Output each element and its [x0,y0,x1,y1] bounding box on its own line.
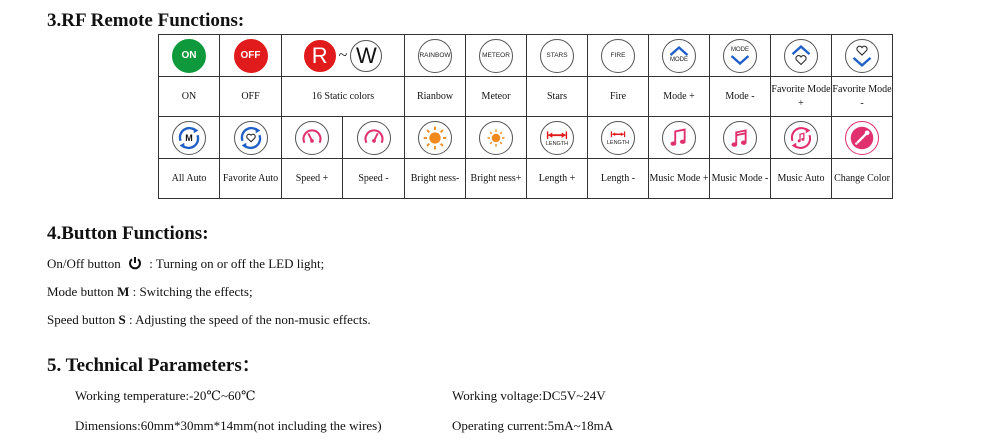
cell-length-minus [588,117,649,159]
m-cycle-icon: M [172,121,206,155]
label-brightness-plus: Bright ness+ [466,159,527,199]
cell-brightness-minus [405,117,466,159]
off-icon: OFF [234,39,268,73]
cell-music-auto [771,117,832,159]
mode-up-icon: MODE [662,39,696,73]
label-length-minus: Length - [588,159,649,199]
heart-cycle-icon [234,121,268,155]
dimensions: Dimensions:60mm*30mm*14mm(not including the wires) [75,418,382,433]
cell-all-auto [159,117,220,159]
working-voltage: Working voltage:DC5V~24V [452,388,606,403]
sun-small-icon [479,121,513,155]
cell-speed-plus [282,117,343,159]
speed-plus-icon [295,121,329,155]
color-picker-icon [845,121,879,155]
label-mode-plus: Mode + [649,77,710,117]
label-favorite-mode-plus: Favorite Mode + [771,77,832,117]
music-up-icon [662,121,696,155]
sun-large-icon [418,121,452,155]
label-music-auto: Music Auto [771,159,832,199]
cell-meteor [466,35,527,77]
speed-button-key: S [118,312,126,327]
label-music-mode-minus: Music Mode - [710,159,771,199]
cell-rainbow [405,35,466,77]
rf-remote-table [158,34,893,199]
onoff-button-description: : Turning on or off the LED light; [149,256,325,271]
mode-down-icon: MODE [723,39,757,73]
onoff-button-label: On/Off button [47,256,121,271]
r-icon: R [304,40,336,72]
cell-favorite-auto [220,117,282,159]
cell-favorite-mode-minus [832,35,893,77]
w-icon: W [350,40,382,72]
rf-icon-row-2 [159,117,893,159]
cell-music-mode-minus [710,117,771,159]
mode-button-line [47,284,253,300]
label-favorite-mode-minus: Favorite Mode - [832,77,893,117]
label-music-mode-plus: Music Mode + [649,159,710,199]
label-length-plus: Length + [527,159,588,199]
operating-current: Operating current:5mA~18mA [452,418,614,433]
speed-button-description: : Adjusting the speed of the non-music effects. [128,312,371,327]
cell-mode-plus [649,35,710,77]
heart-up-icon [784,39,818,73]
heart-down-icon [845,39,879,73]
length-plus-icon: LENGTH [540,121,574,155]
speed-minus-icon [357,121,391,155]
label-on: ON [159,77,220,117]
cell-speed-minus [343,117,405,159]
rainbow-icon: RAINBOW [418,39,452,73]
rf-section-title: 3.RF Remote Functions: [47,10,245,31]
label-rainbow: Rianbow [405,77,466,117]
label-speed-plus: Speed + [282,159,343,199]
cell-off [220,35,282,77]
tech-section-title: 5. Technical Parameters： [47,355,261,376]
rf-label-row-1 [159,77,893,117]
cell-mode-minus [710,35,771,77]
cell-on [159,35,220,77]
speed-button-line [47,312,371,328]
cell-length-plus [527,117,588,159]
music-down-icon [723,121,757,155]
label-change-color: Change Color [832,159,893,199]
label-brightness-minus: Bright ness- [405,159,466,199]
length-minus-icon: LENGTH [601,121,635,155]
cell-change-color [832,117,893,159]
cell-fire [588,35,649,77]
cell-brightness-plus [466,117,527,159]
mode-button-key: M [117,284,130,299]
onoff-button-line [47,256,324,272]
music-cycle-icon [784,121,818,155]
working-temperature: Working temperature:-20℃~60℃ [75,388,256,403]
button-section-title: 4.Button Functions: [47,223,209,244]
cell-favorite-mode-plus [771,35,832,77]
fire-icon: FIRE [601,39,635,73]
label-static-colors: 16 Static colors [282,77,405,117]
meteor-icon: METEOR [479,39,513,73]
cell-static-colors [282,35,405,77]
label-fire: Fire [588,77,649,117]
label-mode-minus: Mode - [710,77,771,117]
label-favorite-auto: Favorite Auto [220,159,282,199]
stars-icon: STARS [540,39,574,73]
tilde-text: ~ [338,46,348,64]
cell-stars [527,35,588,77]
label-stars: Stars [527,77,588,117]
label-off: OFF [220,77,282,117]
rf-label-row-2 [159,159,893,199]
label-meteor: Meteor [466,77,527,117]
label-all-auto: All Auto [159,159,220,199]
mode-button-description: : Switching the effects; [132,284,253,299]
mode-button-label: Mode button [47,284,114,299]
label-speed-minus: Speed - [343,159,405,199]
power-icon [128,256,142,270]
cell-music-mode-plus [649,117,710,159]
rf-icon-row-1 [159,35,893,77]
speed-button-label: Speed button [47,312,116,327]
on-icon: ON [172,39,206,73]
